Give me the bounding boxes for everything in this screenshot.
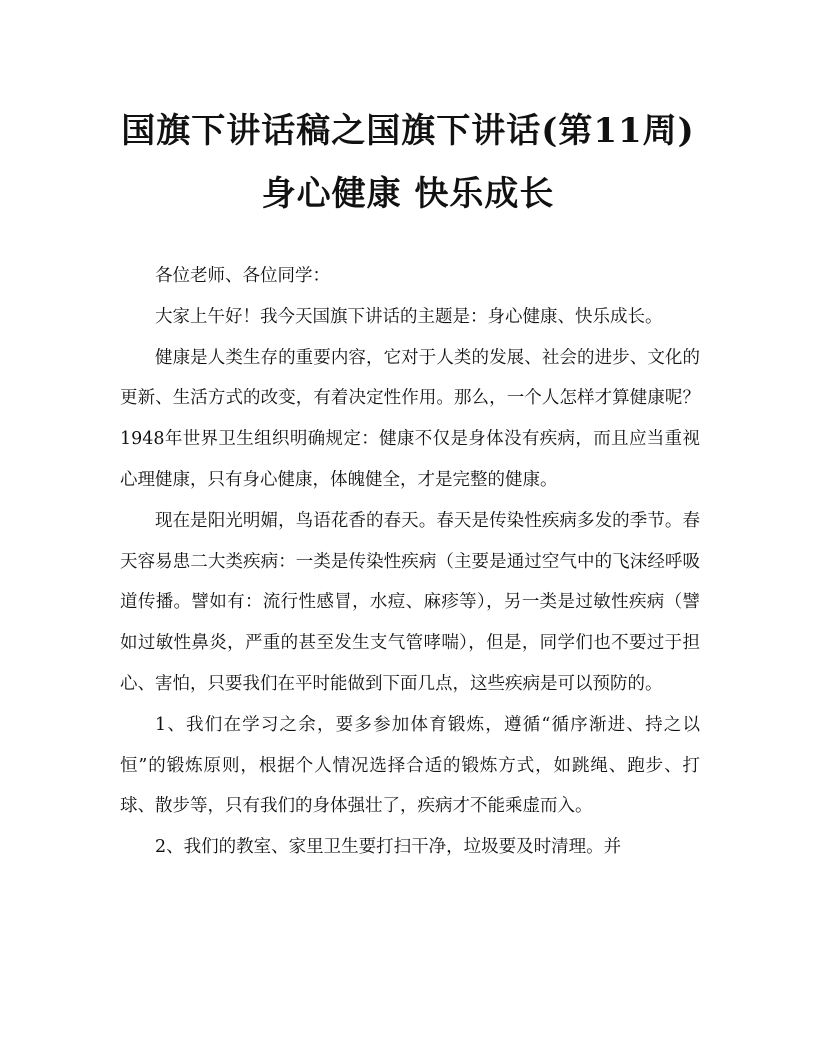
document-body: [120, 256, 700, 868]
document-subtitle: 身心健康 快乐成长: [261, 174, 555, 214]
document-title: 国旗下讲话稿之国旗下讲话(第11周): [121, 111, 695, 151]
greeting-paragraph: 大家上午好！我今天国旗下讲话的主题是：身心健康、快乐成长。: [155, 306, 663, 327]
health-definition-paragraph: 健康是人类生存的重要内容，它对于人类的发展、社会的进步、文化的更新、生活方式的改变，有着决定性作用。那么，一个人怎样才算健康呢？1948年世界卫生组织明确规定：健康不仅是身体没有疾病，而且应当重视心理健康，只有身心健康，体魄健全，才是完整的健康。: [120, 347, 700, 490]
salutation-paragraph: 各位老师、各位同学：: [155, 266, 330, 286]
tip-2-paragraph: 2、我们的教室、家里卫生要打扫干净，垃圾要及时清理。并: [155, 837, 622, 858]
spring-disease-paragraph: 现在是阳光明媚，鸟语花香的春天。春天是传染性疾病多发的季节。春天容易患二大类疾病：一类是传染性疾病（主要是通过空气中的飞沫经呼吸道传播。譬如有：流行性感冒，水痘、麻疹等），另一类是过敏性疾病（譬如过敏性鼻炎，严重的甚至发生支气管哮喘），但是，同学们也不要过于担心、害怕，只要我们在平时能做到下面几点，这些疾病是可以预防的。: [120, 510, 700, 694]
tip-1-paragraph: 1、我们在学习之余，要多参加体育锻炼，遵循“循序渐进、持之以恒”的锻炼原则，根据个人情况选择合适的锻炼方式，如跳绳、跑步、打球、散步等，只有我们的身体强壮了，疾病才不能乘虚而入。: [120, 714, 700, 817]
